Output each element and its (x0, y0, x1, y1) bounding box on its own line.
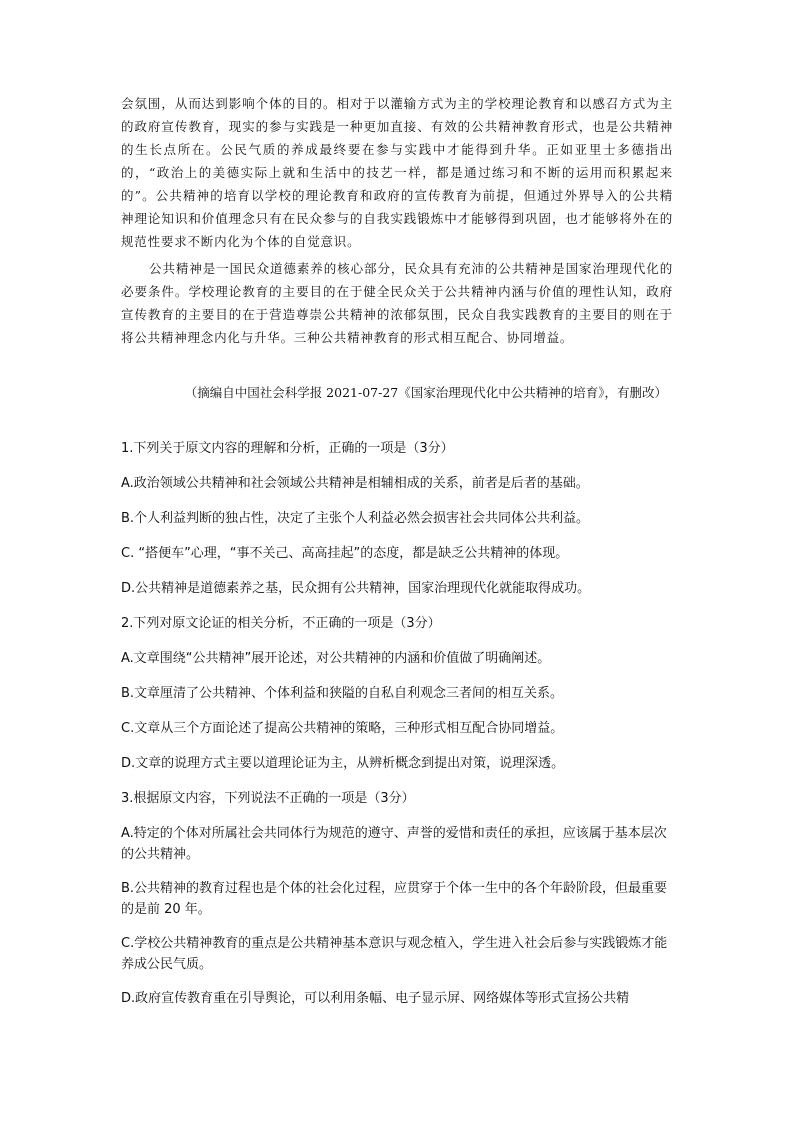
question-2-option-d: D.文章的说理方式主要以道理论证为主，从辨析概念到提出对策，说理深透。 (121, 756, 565, 771)
question-1-stem: 1.下列关于原文内容的理解和分析，正确的一项是（3分） (121, 441, 454, 456)
question-3-stem: 3.根据原文内容，下列说法不正确的一项是（3分） (121, 791, 415, 806)
reading-passage (121, 92, 673, 349)
question-2-option-c: C.文章从三个方面论述了提高公共精神的策略，三种形式相互配合协同增益。 (121, 721, 564, 736)
passage-source: （摘编自中国社会科学报 2021-07-27《国家治理现代化中公共精神的培育》，有删改） (184, 385, 667, 400)
question-3-option-c: C.学校公共精神教育的重点是公共精神基本意识与观念植入，学生进入社会后参与实践锻炼才能养成公民气质。 (121, 936, 668, 972)
question-1-option-b: B.个人利益判断的独占性，决定了主张个人利益必然会损害社会共同体公共利益。 (121, 511, 590, 526)
question-2-stem: 2.下列对原文论证的相关分析，不正确的一项是（3分） (121, 616, 441, 631)
question-3-option-a: A.特定的个体对所属社会共同体行为规范的遵守、声誉的爱惜和责任的承担，应该属于基本层次的公共精神。 (121, 826, 667, 862)
question-3-option-b: B.公共精神的教育过程也是个体的社会化过程，应贯穿于个体一生中的各个年龄阶段，但最重要的是前 20 年。 (121, 881, 668, 917)
question-3-option-d: D.政府宣传教育重在引导舆论，可以利用条幅、电子显示屏、网络媒体等形式宣扬公共精 (121, 991, 630, 1006)
passage-paragraph-1: 会氛围，从而达到影响个体的目的。相对于以灌输方式为主的学校理论教育和以感召方式为主的政府宣传教育，现实的参与实践是一种更加直接、有效的公共精神教育形式，也是公共精神的生长点所在。公民气质的养成最终要在参与实践中才能得到升华。正如亚里士多德指出的，“政治上的美德实际上就和生活中的技艺一样，都是通过练习和不断的运用而积累起来的”。公共精神的培育以学校的理论教育和政府的宣传教育为前提，但通过外界导入的公共精神理论知识和价值理念只有在民众参与的自我实践锻炼中才能够得到巩固，也才能够将外在的规范性要求不断内化为个体的自觉意识。 (121, 96, 673, 249)
question-2-option-b: B.文章厘清了公共精神、个体利益和狭隘的自私自利观念三者间的相互关系。 (121, 686, 564, 701)
question-list (121, 438, 673, 1023)
passage-paragraph-2: 公共精神是一国民众道德素养的核心部分，民众具有充沛的公共精神是国家治理现代化的必要条件。学校理论教育的主要目的在于健全民众关于公共精神内涵与价值的理性认知，政府宣传教育的主要目的在于营造尊崇公共精神的浓郁氛围，民众自我实践教育的主要目的则在于将公共精神理念内化与升华。三种公共精神教育的形式相互配合、协同增益。 (121, 261, 673, 345)
question-2-option-a: A.文章围绕“公共精神”展开论述，对公共精神的内涵和价值做了明确阐述。 (121, 651, 551, 666)
question-1-option-d: D.公共精神是道德素养之基，民众拥有公共精神，国家治理现代化就能取得成功。 (121, 581, 591, 596)
question-1-option-c: C. “搭便车”心理，“事不关己、高高挂起”的态度，都是缺乏公共精神的体现。 (121, 546, 569, 561)
question-1-option-a: A.政治领域公共精神和社会领域公共精神是相辅相成的关系，前者是后者的基础。 (121, 476, 589, 491)
